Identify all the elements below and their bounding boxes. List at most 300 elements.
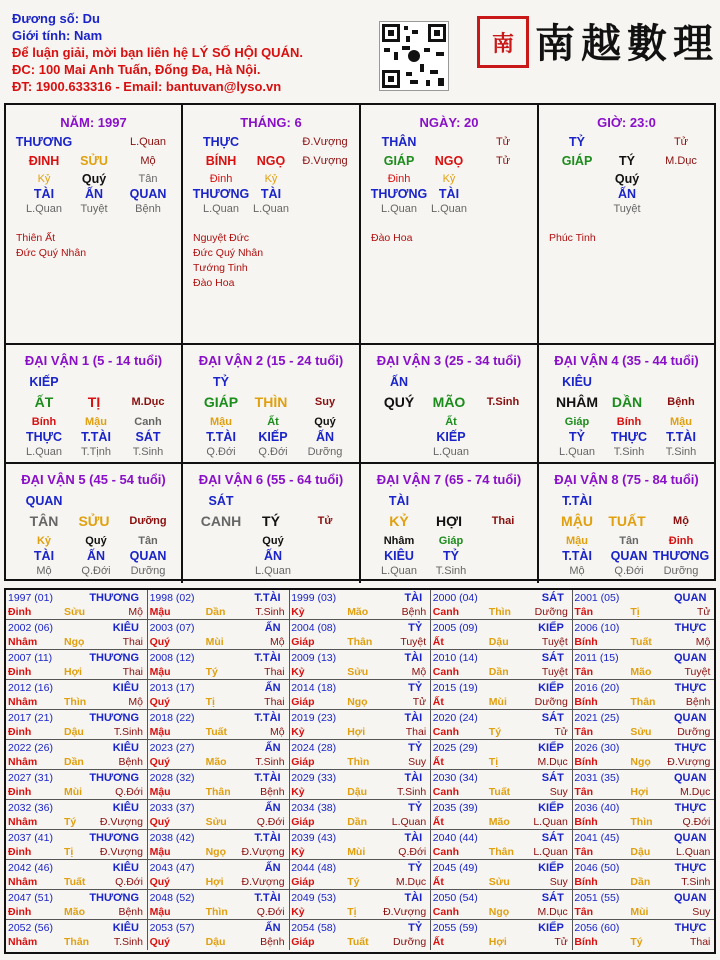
dai-van-branch: DẦN <box>611 394 643 410</box>
dai-van-stage: Suy <box>314 396 336 408</box>
pillar-title: THÁNG: 6 <box>240 115 302 130</box>
year-stem: Canh <box>432 666 460 678</box>
year-stem: Tân <box>574 906 594 918</box>
year-stem: Tân <box>574 726 594 738</box>
year-label: 2036 (40) <box>574 802 620 814</box>
dai-van-stage: Dưỡng <box>129 515 167 527</box>
dai-van-stage: Mộ <box>673 515 689 527</box>
hidden-stage: Dưỡng <box>663 565 699 577</box>
hidden-stage: Q.Đới <box>81 565 111 577</box>
year-label: 2008 (12) <box>149 652 195 664</box>
year-stem: Mậu <box>149 906 171 918</box>
year-stage: Thai <box>689 936 711 948</box>
hidden-stem: Giáp <box>564 416 590 428</box>
year-cell <box>572 920 714 950</box>
year-stem: Ất <box>432 936 444 948</box>
year-branch: Mùi <box>205 636 224 648</box>
year-label: 2022 (26) <box>8 742 53 754</box>
pillar-entry: Đinh <box>209 173 233 185</box>
hidden-ten-god: TỶ <box>569 430 585 444</box>
year-ten-god: TÀI <box>404 592 423 604</box>
year-cell <box>572 800 714 830</box>
year-label: 2030 (34) <box>432 772 478 784</box>
pillar-entry <box>651 172 711 187</box>
year-ten-god: THƯƠNG <box>89 772 139 784</box>
pillar-column <box>419 135 479 217</box>
header-info <box>12 10 352 95</box>
year-stage: Tuyệt <box>541 636 568 648</box>
dai-van-stage: Tử <box>317 515 333 527</box>
year-branch: Tý <box>488 726 502 738</box>
year-ten-god: THỰC <box>674 682 707 694</box>
hidden-stage: L.Quan <box>558 446 596 458</box>
year-cell <box>572 770 714 800</box>
pillar-column <box>473 135 533 217</box>
year-branch: Thân <box>64 936 90 948</box>
year-cell <box>289 800 431 830</box>
hidden-stem-column <box>14 415 74 460</box>
year-label: 2007 (11) <box>8 652 53 664</box>
year-ten-god: THỰC <box>674 862 707 874</box>
year-ten-god: KIẾP <box>538 742 564 754</box>
pillar-entry: Tuyệt <box>613 203 641 215</box>
dai-van-title: ĐẠI VẬN 3 (25 - 34 tuổi) <box>376 353 522 368</box>
year-cell <box>148 830 290 860</box>
year-label: 2050 (54) <box>432 892 478 904</box>
pillar-cell <box>539 105 714 345</box>
hidden-stem-column <box>547 415 607 460</box>
year-label: 2018 (22) <box>149 712 195 724</box>
year-label: 2003 (07) <box>149 622 195 634</box>
year-stem: Ất <box>432 636 444 648</box>
year-label: 2052 (56) <box>8 922 53 934</box>
year-label: 2010 (14) <box>432 652 478 664</box>
year-branch: Thìn <box>347 756 370 768</box>
year-stem: Kỷ <box>291 666 305 678</box>
header-line: ĐC: 100 Mai Anh Tuấn, Đống Đa, Hà Nội. <box>12 62 261 77</box>
hidden-ten-god: TÀI <box>33 549 55 563</box>
year-cell <box>148 860 290 890</box>
year-label: 2038 (42) <box>149 832 195 844</box>
year-cell <box>6 800 148 830</box>
hidden-stem-column <box>651 534 711 579</box>
year-stem: Nhâm <box>8 876 38 888</box>
year-cell <box>148 740 290 770</box>
year-branch: Hợi <box>488 936 507 948</box>
year-branch: Hợi <box>205 876 224 888</box>
year-ten-god: THỰC <box>674 922 707 934</box>
year-stem: Canh <box>432 726 460 738</box>
hidden-stem: Bính <box>616 416 642 428</box>
year-stage: Đ.Vượng <box>667 756 711 768</box>
year-ten-god: KIẾP <box>538 802 564 814</box>
year-stem: Nhâm <box>8 696 38 708</box>
dai-van-title: ĐẠI VẬN 5 (45 - 54 tuổi) <box>21 472 166 487</box>
dai-van-title: ĐẠI VẬN 7 (65 - 74 tuổi) <box>376 472 522 487</box>
pillar-entry: Kỷ <box>442 173 456 185</box>
year-stage: Q.Đới <box>115 876 143 888</box>
year-cell <box>572 860 714 890</box>
year-stem: Quý <box>149 816 171 828</box>
year-stage: Đ.Vượng <box>241 846 285 858</box>
year-stage: Bệnh <box>260 936 285 948</box>
year-branch: Tuất <box>488 786 511 798</box>
dai-van-cell <box>183 464 361 583</box>
year-ten-god: KIÊU <box>112 682 139 694</box>
year-stem: Quý <box>149 756 171 768</box>
hidden-ten-god: ẤN <box>315 430 335 444</box>
year-cell <box>431 800 573 830</box>
pillar-title: NGÀY: 20 <box>419 115 479 130</box>
year-label: 2006 (10) <box>574 622 620 634</box>
year-label: 2005 (09) <box>432 622 478 634</box>
year-cell <box>148 680 290 710</box>
year-branch: Tuất <box>630 636 652 648</box>
year-stem: Mậu <box>149 666 171 678</box>
year-label: 2014 (18) <box>291 682 337 694</box>
dai-van-title: ĐẠI VẬN 4 (35 - 44 tuổi) <box>554 353 699 368</box>
year-branch: Thân <box>488 846 514 858</box>
year-stage: Tử <box>554 936 568 948</box>
year-cell <box>148 650 290 680</box>
year-label: 2001 (05) <box>574 592 620 604</box>
year-branch: Hợi <box>347 726 366 738</box>
year-ten-god: ẤN <box>264 922 281 934</box>
hidden-stage: T.Sinh <box>132 446 164 458</box>
year-cell <box>572 650 714 680</box>
pillar-entry <box>473 187 533 202</box>
year-stem: Giáp <box>291 936 315 948</box>
hidden-stem: Tân <box>138 535 158 547</box>
note-line: Nguyệt Đức <box>193 232 250 244</box>
year-cell <box>431 680 573 710</box>
year-stem: Ất <box>432 756 444 768</box>
hidden-stage: Dưỡng <box>130 565 166 577</box>
pillar-entry: GIÁP <box>561 154 593 168</box>
year-stem: Quý <box>149 936 171 948</box>
ten-god-top: SÁT <box>208 494 234 508</box>
hidden-ten-god: KIẾP <box>436 430 466 444</box>
note-line: Đào Hoa <box>193 277 235 289</box>
year-label: 2040 (44) <box>432 832 478 844</box>
year-ten-god: THƯƠNG <box>89 892 139 904</box>
hidden-stem-column <box>66 534 126 579</box>
hidden-ten-god: QUAN <box>129 549 167 563</box>
dai-van-stem: QUÝ <box>383 394 415 410</box>
year-cell <box>6 740 148 770</box>
year-cell <box>289 920 431 950</box>
dai-van-cell <box>361 464 539 583</box>
year-stage: M.Dục <box>395 876 427 888</box>
note-line: Thiên Ất <box>16 232 56 244</box>
pillar-entry: Quý <box>614 172 640 186</box>
header-line: Đương số: Du <box>12 11 100 26</box>
year-cell <box>431 620 573 650</box>
year-branch: Sửu <box>205 816 227 828</box>
hidden-ten-god: T.TÀI <box>206 430 236 444</box>
header-line: Để luận giải, mời bạn liên hệ LÝ SỐ HỘI QUÁN. <box>12 45 303 60</box>
pillar-entry <box>473 172 533 187</box>
hidden-stage: L.Quan <box>25 446 63 458</box>
hidden-stem-column <box>295 415 355 460</box>
year-ten-god: QUAN <box>674 592 707 604</box>
year-cell <box>148 620 290 650</box>
year-cell <box>6 620 148 650</box>
year-stage: Q.Đới <box>256 906 285 918</box>
pillar-entry <box>597 135 657 150</box>
year-cell <box>6 770 148 800</box>
pillar-entry: TỶ <box>569 135 585 149</box>
year-stem: Bính <box>574 936 598 948</box>
hidden-stem-column <box>118 534 178 579</box>
year-stage: L.Quan <box>391 816 427 828</box>
year-stage: Tử <box>412 696 427 708</box>
year-ten-god: THỰC <box>674 742 707 754</box>
pillar-entry: ẤN <box>84 187 104 201</box>
year-stage: L.Quan <box>533 816 568 828</box>
year-label: 2054 (58) <box>291 922 337 934</box>
pillar-entry: THƯƠNG <box>370 187 428 201</box>
year-ten-god: ẤN <box>264 802 281 814</box>
year-cell <box>431 650 573 680</box>
pillar-entry <box>651 187 711 202</box>
year-ten-god: KIÊU <box>112 622 139 634</box>
pillar-entry: SỬU <box>80 154 108 168</box>
year-cell <box>431 920 573 950</box>
year-stem: Quý <box>149 876 171 888</box>
dai-van-cell <box>361 345 539 464</box>
year-cell <box>289 590 431 620</box>
hidden-stem-column <box>651 415 711 460</box>
year-branch: Thìn <box>630 816 653 828</box>
year-ten-god: TÀI <box>404 772 423 784</box>
year-branch: Ngọ <box>347 696 368 708</box>
year-cell <box>431 830 573 860</box>
year-ten-god: KIẾP <box>538 622 564 634</box>
year-stem: Kỷ <box>291 906 305 918</box>
year-stem: Đinh <box>8 786 32 798</box>
year-cell <box>572 890 714 920</box>
pillar-cell <box>183 105 361 345</box>
year-label: 2046 (50) <box>574 862 620 874</box>
year-stage: Mộ <box>411 666 427 678</box>
dai-van-title: ĐẠI VẬN 6 (55 - 64 tuổi) <box>198 472 344 487</box>
year-branch: Tý <box>347 876 360 888</box>
year-stage: Bệnh <box>118 756 143 768</box>
year-stage: Thai <box>405 726 427 738</box>
pillar-title: NĂM: 1997 <box>60 115 127 130</box>
pillar-entry <box>241 135 301 150</box>
year-table <box>4 588 716 954</box>
pillar-entry: THƯƠNG <box>15 135 73 149</box>
year-cell <box>431 710 573 740</box>
ten-god-top: KIÊU <box>562 375 592 389</box>
year-stem: Kỷ <box>291 726 305 738</box>
year-stem: Bính <box>574 756 598 768</box>
hidden-stem-column <box>421 534 481 579</box>
year-stage: Q.Đới <box>115 786 143 798</box>
hidden-stem: Quý <box>314 416 336 428</box>
hidden-stage: Mộ <box>36 565 52 577</box>
year-cell <box>289 740 431 770</box>
year-ten-god: QUAN <box>674 772 707 784</box>
dai-van-stem: GIÁP <box>203 394 239 410</box>
year-ten-god: KIÊU <box>112 922 139 934</box>
year-label: 2034 (38) <box>291 802 337 814</box>
year-ten-god: TÀI <box>404 652 423 664</box>
year-stage: M.Dục <box>680 786 711 798</box>
year-ten-god: KIÊU <box>112 742 139 754</box>
year-label: 2032 (36) <box>8 802 53 814</box>
year-stem: Mậu <box>149 846 171 858</box>
year-stage: Tuyệt <box>684 666 711 678</box>
hidden-stem: Quý <box>85 535 107 547</box>
year-label: 2011 (15) <box>574 652 619 664</box>
year-cell <box>148 890 290 920</box>
hidden-ten-god: QUAN <box>610 549 648 563</box>
year-cell <box>572 710 714 740</box>
dai-van-stem: ẤT <box>34 394 54 410</box>
year-branch: Dậu <box>488 636 509 648</box>
hidden-stem: Kỷ <box>36 535 52 547</box>
year-cell <box>6 590 148 620</box>
year-stage: Dưỡng <box>534 696 568 708</box>
year-cell <box>289 710 431 740</box>
year-branch: Tị <box>205 696 215 708</box>
year-stem: Đinh <box>8 606 32 618</box>
year-branch: Tuất <box>347 936 369 948</box>
year-label: 2049 (53) <box>291 892 337 904</box>
year-stage: T.Sinh <box>255 606 285 618</box>
ten-god-top: TÀI <box>388 494 410 508</box>
year-cell <box>289 770 431 800</box>
dai-van-cell <box>183 345 361 464</box>
hidden-stem: Mậu <box>85 416 107 428</box>
year-label: 2023 (27) <box>149 742 195 754</box>
year-cell <box>572 620 714 650</box>
year-label: 2048 (52) <box>149 892 195 904</box>
hidden-ten-god: T.TÀI <box>81 430 111 444</box>
year-ten-god: SÁT <box>541 712 564 724</box>
dai-van-cell <box>539 464 714 583</box>
year-stem: Bính <box>574 696 598 708</box>
year-stage: Thai <box>122 666 143 678</box>
pillar-entry: GIÁP <box>383 154 415 168</box>
year-branch: Mùi <box>64 786 83 798</box>
year-ten-god: QUAN <box>674 712 707 724</box>
year-stage: L.Quan <box>675 846 711 858</box>
ten-god-top: KIẾP <box>29 375 59 389</box>
year-stage: Dưỡng <box>534 606 568 618</box>
pillar-entry: NGỌ <box>434 154 464 168</box>
hidden-stage: L.Quan <box>432 446 470 458</box>
year-label: 1999 (03) <box>291 592 337 604</box>
year-branch: Mùi <box>488 696 507 708</box>
year-branch: Ngọ <box>630 756 651 768</box>
pillar-column <box>597 135 657 217</box>
year-stem: Đinh <box>8 846 32 858</box>
year-stage: Đ.Vượng <box>99 816 143 828</box>
year-stem: Giáp <box>291 636 315 648</box>
year-label: 1998 (02) <box>149 592 195 604</box>
year-stage: Thai <box>264 696 285 708</box>
hidden-stem: Bính <box>31 416 57 428</box>
year-ten-god: TỶ <box>408 742 423 754</box>
year-branch: Dậu <box>64 726 84 738</box>
year-ten-god: KIẾP <box>538 682 564 694</box>
year-branch: Sửu <box>630 726 652 738</box>
logo-text: 南越數理 <box>535 20 719 67</box>
pillar-entry: ẤN <box>617 187 637 201</box>
hidden-stem-column <box>243 534 303 579</box>
year-branch: Mão <box>347 606 369 618</box>
year-cell <box>289 620 431 650</box>
year-stem: Nhâm <box>8 756 38 768</box>
year-ten-god: QUAN <box>674 652 707 664</box>
ten-god-top: TỶ <box>213 375 229 389</box>
note-line: Đào Hoa <box>371 232 413 244</box>
pillar-entry <box>419 135 479 150</box>
hidden-ten-god: THƯƠNG <box>652 549 710 563</box>
year-stem: Mậu <box>149 786 171 798</box>
pillar-column <box>64 135 124 217</box>
year-stem: Canh <box>432 606 460 618</box>
year-stage: M.Dục <box>537 756 568 768</box>
year-stem: Mậu <box>149 606 171 618</box>
pillar-entry: BÍNH <box>205 154 237 168</box>
pillar-entry: L.Quan <box>430 203 468 215</box>
pillar-entry: M.Dục <box>665 155 697 167</box>
pillar-entry: TÝ <box>619 154 635 168</box>
year-stem: Tân <box>574 846 594 858</box>
year-label: 2000 (04) <box>432 592 478 604</box>
pillar-entry: THÂN <box>381 135 417 149</box>
year-cell <box>6 890 148 920</box>
year-ten-god: SÁT <box>541 772 564 784</box>
year-stage: Mộ <box>270 636 285 648</box>
dai-van-stem: NHÂM <box>556 394 598 410</box>
year-stage: Tuyệt <box>400 636 427 648</box>
year-stage: Mộ <box>128 696 143 708</box>
year-stage: Bệnh <box>401 606 427 618</box>
year-cell <box>148 770 290 800</box>
year-label: 2002 (06) <box>8 622 53 634</box>
hidden-stem: Quý <box>262 535 284 547</box>
year-stage: Suy <box>692 906 711 918</box>
pillar-entry: L.Quan <box>380 203 418 215</box>
year-label: 2055 (59) <box>432 922 478 934</box>
year-label: 2017 (21) <box>8 712 53 724</box>
year-branch: Tý <box>64 816 77 828</box>
pillar-entry: TÀI <box>438 187 460 201</box>
year-cell <box>431 770 573 800</box>
year-stage: Đ.Vượng <box>99 846 143 858</box>
year-cell <box>148 590 290 620</box>
hidden-ten-god: ẤN <box>263 549 283 563</box>
pillar-entry: Kỷ <box>264 173 278 185</box>
year-ten-god: THỰC <box>674 802 707 814</box>
year-label: 2031 (35) <box>574 772 620 784</box>
dai-van-stem: TÂN <box>29 513 59 529</box>
year-stem: Đinh <box>8 726 32 738</box>
header-line: ĐT: 1900.633316 - Email: bantuvan@lyso.vn <box>12 79 282 94</box>
pillar-entry: Tử <box>495 136 511 148</box>
year-ten-god: KIÊU <box>112 802 139 814</box>
year-label: 2037 (41) <box>8 832 53 844</box>
hidden-stage: T.Sinh <box>613 446 645 458</box>
year-ten-god: T.TÀI <box>254 652 281 664</box>
year-cell <box>572 740 714 770</box>
